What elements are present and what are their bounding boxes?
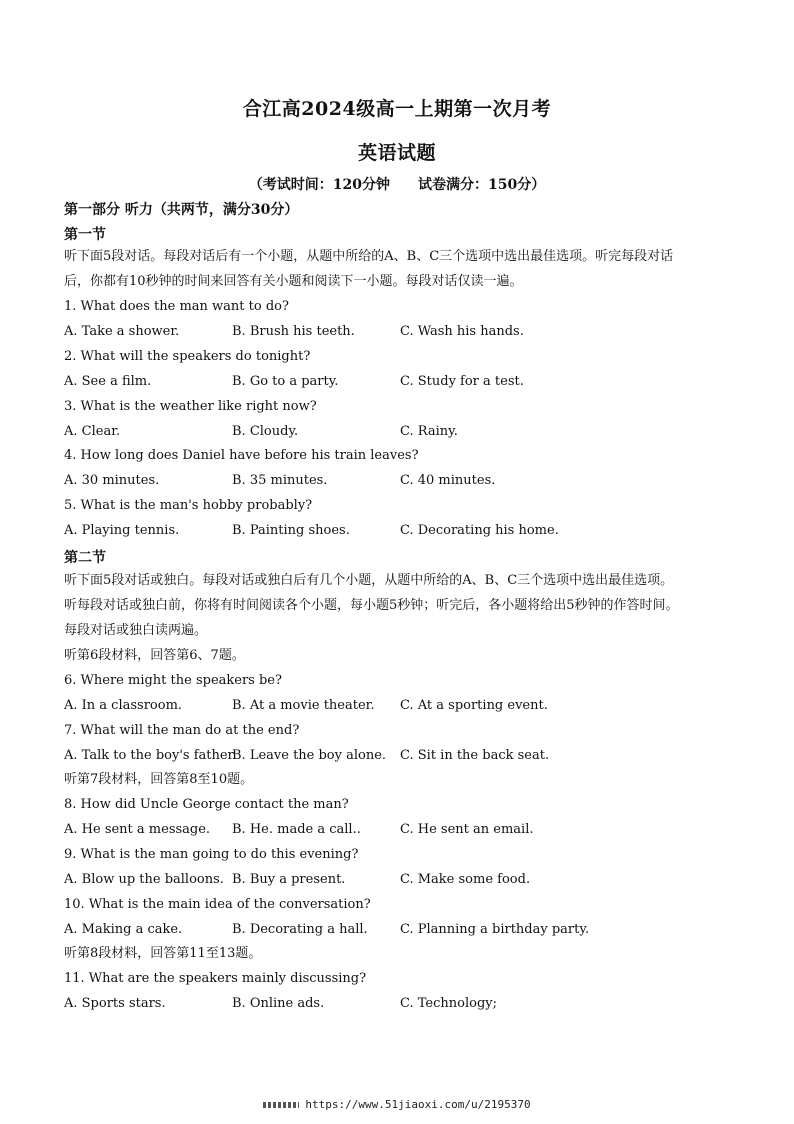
option-b: B. Online ads. (232, 996, 325, 1011)
exam-score: 试卷满分：150分） (418, 177, 546, 193)
question-options (64, 748, 734, 768)
option-a: A. He sent a message. (64, 822, 211, 837)
question-options (64, 424, 734, 444)
option-b: B. Buy a present. (232, 872, 346, 887)
question-options (64, 996, 734, 1016)
footer-url: https://www.51jiaoxi.com/u/2195370 (305, 1098, 531, 1111)
section2-instruction-line: 听每段对话或独白前，你将有时间阅读各个小题，每小题5秒钟；听完后，各小题将给出5秒钟的作答时间。 (64, 598, 679, 613)
option-b: B. Leave the boy alone. (232, 748, 387, 763)
option-b: B. Painting shoes. (232, 523, 350, 538)
question-options (64, 822, 734, 842)
option-a: A. In a classroom. (64, 698, 183, 713)
option-a: A. Making a cake. (64, 922, 183, 937)
question-options (64, 324, 734, 344)
option-c: C. Rainy. (400, 424, 458, 439)
option-b: B. Decorating a hall. (232, 922, 368, 937)
section2-instruction-line: 每段对话或独白读两遍。 (64, 623, 208, 638)
question-text: 9. What is the man going to do this evening? (64, 847, 359, 862)
question-options (64, 523, 734, 543)
question-options (64, 374, 734, 394)
option-c: C. Make some food. (400, 872, 531, 887)
option-c: C. Planning a birthday party. (400, 922, 590, 937)
question-options (64, 473, 734, 493)
question-text: 10. What is the main idea of the conversation? (64, 897, 371, 912)
option-c: C. 40 minutes. (400, 473, 496, 488)
option-c: C. Sit in the back seat. (400, 748, 550, 763)
option-a: A. Take a shower. (64, 324, 180, 339)
material-note: 听第8段材料，回答第11至13题。 (64, 946, 262, 961)
option-b: B. At a movie theater. (232, 698, 375, 713)
option-b: B. Go to a party. (232, 374, 339, 389)
option-a: A. Playing tennis. (64, 523, 180, 538)
page-footer (0, 1098, 794, 1111)
exam-time: （考试时间：120分钟 (248, 177, 390, 193)
option-b: B. Brush his teeth. (232, 324, 355, 339)
question-text: 2. What will the speakers do tonight? (64, 349, 311, 364)
option-a: A. Sports stars. (64, 996, 166, 1011)
option-c: C. Study for a test. (400, 374, 524, 389)
watermark-logo-icon (263, 1102, 299, 1108)
question-options (64, 698, 734, 718)
option-a: A. 30 minutes. (64, 473, 160, 488)
option-c: C. He sent an email. (400, 822, 534, 837)
section1-instruction-line: 听下面5段对话。每段对话后有一个小题，从题中所给的A、B、C三个选项中选出最佳选项。听完每段对话 (64, 249, 674, 264)
option-c: C. Technology; (400, 996, 497, 1011)
material-note: 听第7段材料，回答第8至10题。 (64, 772, 254, 787)
option-c: C. Wash his hands. (400, 324, 524, 339)
option-c: C. At a sporting event. (400, 698, 548, 713)
exam-meta (0, 174, 794, 194)
exam-subtitle: 英语试题 (357, 142, 436, 164)
question-text: 7. What will the man do at the end? (64, 723, 300, 738)
option-a: A. Talk to the boy's father. (64, 748, 237, 763)
option-b: B. 35 minutes. (232, 473, 328, 488)
option-c: C. Decorating his home. (400, 523, 559, 538)
material-note: 听第6段材料，回答第6、7题。 (64, 648, 245, 663)
option-b: B. Cloudy. (232, 424, 299, 439)
question-options (64, 922, 734, 942)
option-b: B. He. made a call.. (232, 822, 361, 837)
question-text: 1. What does the man want to do? (64, 299, 289, 314)
option-a: A. Clear. (64, 424, 121, 439)
question-text: 5. What is the man's hobby probably? (64, 498, 313, 513)
option-a: A. Blow up the balloons. (64, 872, 224, 887)
question-text: 11. What are the speakers mainly discussing? (64, 971, 367, 986)
question-text: 3. What is the weather like right now? (64, 399, 317, 414)
section1-instruction-line: 后，你都有10秒钟的时间来回答有关小题和阅读下一小题。每段对话仅读一遍。 (64, 274, 523, 289)
part1-heading: 第一部分 听力（共两节，满分30分） (64, 202, 299, 218)
question-options (64, 872, 734, 892)
question-text: 6. Where might the speakers be? (64, 673, 282, 688)
option-a: A. See a film. (64, 374, 152, 389)
exam-title: 合江高2024级高一上期第一次月考 (242, 98, 552, 120)
section2-instruction-line: 听下面5段对话或独白。每段对话或独白后有几个小题，从题中所给的A、B、C三个选项中选出最佳选项。 (64, 573, 674, 588)
section1-heading: 第一节 (64, 227, 106, 243)
question-text: 4. How long does Daniel have before his train leaves? (64, 448, 419, 463)
question-text: 8. How did Uncle George contact the man? (64, 797, 349, 812)
section2-heading: 第二节 (64, 550, 106, 566)
